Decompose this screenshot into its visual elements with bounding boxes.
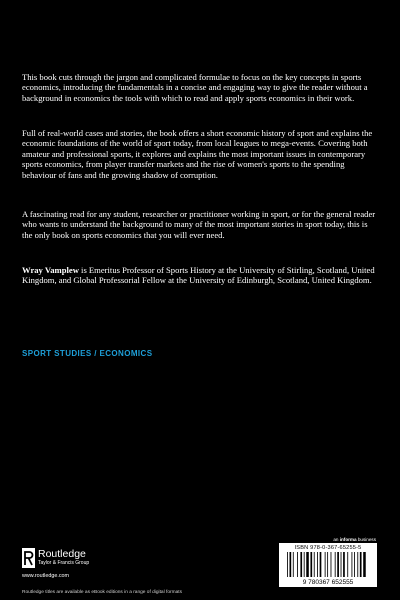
publisher-logo [22, 548, 132, 570]
barcode-bar [317, 552, 318, 577]
barcode-digits: 9 780367 652555 [302, 579, 354, 585]
barcode-bar [304, 552, 305, 577]
barcode-bar [337, 552, 339, 577]
barcode-bar [343, 552, 345, 577]
informa-prefix: an [333, 537, 340, 542]
routledge-logo-icon [22, 548, 35, 568]
blurb-text: Full of real-world cases and stories, the book offers a short economic history of sport and explains the economic foundations of the world of sport today, from local leagues to mega-events. Covering both amateur and professional sports, it explores and explains the most important issues in contemporary sports economics, from player transfer markets and the rise of women's sports to the spending behaviour of fans and the growing shadow of corruption. [22, 128, 373, 180]
informa-suffix: business [356, 537, 376, 542]
barcode-bar [352, 552, 353, 577]
author-bio [22, 265, 378, 286]
barcode-bar [363, 552, 366, 577]
barcode-icon [285, 552, 371, 585]
author-name: Wray Vamplew [22, 265, 79, 275]
blurb-paragraph-2 [22, 128, 378, 180]
barcode-bar [300, 552, 302, 577]
barcode-bar [335, 552, 336, 577]
informa-brand: informa [339, 537, 357, 542]
barcode-bar [314, 552, 315, 577]
barcode-bar [325, 552, 326, 577]
author-bio-text [22, 265, 378, 286]
blurb-text: A fascinating read for any student, researcher or practitioner working in sport, or for the general reader who wants to understand the background to many of the most important stories in sport today, this is the only book on sports economics that you will ever need. [22, 209, 376, 240]
barcode-panel [279, 543, 377, 587]
barcode-bar [354, 552, 355, 577]
ebook-note: Routledge titles are available as eBook editions in a range of digital formats [22, 590, 182, 595]
isbn-label: ISBN 978-0-367-65255-5 [294, 545, 362, 551]
informa-business-tag [333, 537, 376, 542]
barcode-bar [341, 552, 342, 577]
barcode-bar [360, 552, 362, 577]
author-bio-body: is Emeritus Professor of Sports History at the University of Stirling, Scotland, United Kingdom, and Global Professorial Fellow at the University of Edinburgh, Scotland, United Kingdom. [22, 265, 375, 286]
barcode-bar [297, 552, 298, 577]
publisher-website: www.routledge.com [22, 573, 70, 579]
barcode-bar [287, 552, 288, 577]
publisher-group: Taylor & Francis Group [38, 560, 90, 566]
barcode-bar [347, 552, 348, 577]
barcode-bar [327, 552, 328, 577]
blurb-text: This book cuts through the jargon and complicated formulae to focus on the key concepts in sports economics, introducing the fundamentals in a concise and engaging way to give the reader without a background in economics the tools with which to read and apply sports economics in their work. [22, 72, 368, 103]
blurb-paragraph-1 [22, 72, 378, 103]
barcode-bar [293, 552, 294, 577]
publisher-name: Routledge [38, 548, 86, 560]
barcode-bar [306, 552, 309, 577]
subject-category: SPORT STUDIES / ECONOMICS [22, 349, 153, 358]
barcode-bar [290, 552, 292, 577]
barcode-bar [320, 552, 322, 577]
barcode-bar [357, 552, 358, 577]
blurb-paragraph-3 [22, 209, 378, 240]
barcode-bar [331, 552, 332, 577]
barcode-bar [310, 552, 312, 577]
